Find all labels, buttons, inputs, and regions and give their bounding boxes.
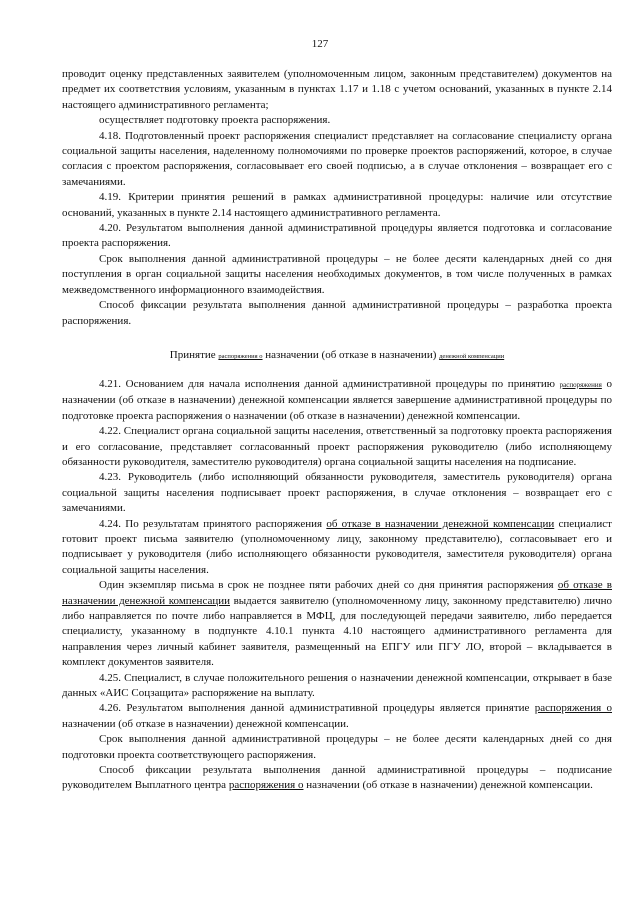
p428-a: Способ фиксации результата выполнения данной административной процедуры – подписание руководителем Выплатного центра (62, 764, 612, 792)
paragraph-term-a: Срок выполнения данной административной процедуры – не более десяти календарных дней со дня поступления в орган социальной защиты населения необходимых документов, в том числе полученных в рамках межведомственного информационного взаимодействия. (62, 252, 612, 296)
p426-a: 4.26. Результатом выполнения данной административной процедуры является принятие (99, 702, 530, 715)
paragraph-4-23: 4.23. Руководитель (либо исполняющий обязанности руководителя, заместитель руководителя) органа социальной защиты населения подписывает проект распоряжения, в случае отклонения – возвращает его с замечаниями. (62, 471, 612, 515)
p428-underline: распоряжения о (228, 779, 304, 792)
heading-mid: назначении (об отказе в назначении) (265, 348, 437, 361)
paragraph-4-25: 4.25. Специалист, в случае положительного решения о назначении денежной компенсации, открывает в базе данных «АИС Соцзащита» распоряжение на выплату. (62, 671, 612, 700)
paragraph-term-b: Срок выполнения данной административной процедуры – не более десяти календарных дней со дня подготовки проекта соответствующего распоряжения. (62, 733, 612, 761)
paragraph-4-24 (62, 517, 612, 579)
p421-b: о назначении (об отказе в назначении) денежной компенсации является завершение административной процедуры по подготовке проекта распоряжения о назначении (об отказе в назначении) денежной компенсации. (62, 377, 613, 422)
paragraph-4-26 (62, 701, 612, 732)
p424-underline: об отказе в назначении денежной компенсации (326, 517, 555, 530)
p424b-underline: об отказе в назначении денежной компенсации (62, 579, 612, 607)
p424-b: специалист готовит проект письма заявителю (уполномоченному лицу, законному представителю), согласовывает его и подписывает у руководителя (либо исполняющего обязанности руководителя, заместителя руководителя) органа социальной защиты населения. (62, 517, 612, 576)
heading-small-2: денежной компенсации (439, 352, 505, 360)
paragraph-4-20: 4.20. Результатом выполнения данной административной процедуры является подготовка и согласование проекта распоряжения. (62, 222, 612, 250)
document-body (62, 67, 612, 794)
heading-small-1: распоряжения о (218, 352, 263, 360)
heading-pre: Принятие (169, 348, 216, 361)
p424b-b: выдается заявителю (уполномоченному лицу, законному представителю) лично либо направляется по почте либо направляется в МФЦ, для последующей передачи заявителю, либо передается специалисту, указанному в подпункте 4.10.1 пункта 4.10 настоящего административного регламента для направления через личный кабинет заявителя, размещенный на ЕПГУ или ПГУ ЛО, второй – вкладывается в комплект документов заявителя. (62, 594, 613, 669)
paragraph-fixation-a: Способ фиксации результата выполнения данной административной процедуры – разработка проекта распоряжения. (62, 299, 612, 327)
p424-a: 4.24. По результатам принятого распоряжения (99, 517, 323, 530)
paragraph-4-22: 4.22. Специалист органа социальной защиты населения, ответственный за подготовку проекта распоряжения и его согласование, представляет согласованный проект распоряжения руководителю (либо исполняющему обязанности руководителя, заместителю руководителя) органа социальной защиты населения на подписание. (62, 425, 612, 468)
section-heading (62, 347, 612, 365)
paragraph-assessment: проводит оценку представленных заявителем (уполномоченным лицом, законным представителем) документов на предмет их соответствия условиям, указанным в пунктах 1.17 и 1.18 с учетом оснований, указанных в пункте 2.14 настоящего административного регламента; (62, 68, 612, 111)
paragraph-prepare-draft: осуществляет подготовку проекта распоряжения. (99, 114, 331, 127)
p421-small: распоряжения (559, 380, 602, 389)
paragraph-4-24-copy (62, 578, 612, 670)
p421-a: 4.21. Основанием для начала исполнения данной административной процедуры по принятию (99, 377, 555, 390)
p426-b: назначении (об отказе в назначении) денежной компенсации. (62, 717, 349, 730)
page-number: 127 (311, 38, 329, 50)
paragraph-4-19: 4.19. Критерии принятия решений в рамках административной процедуры: наличие или отсутствие оснований, указанных в пункте 2.14 настоящего административного регламента. (62, 191, 612, 219)
p426-underline: распоряжения о (534, 702, 612, 715)
p424b-a: Один экземпляр письма в срок не позднее пяти рабочих дней со дня принятия распоряжения (99, 579, 554, 592)
paragraph-4-21 (62, 377, 612, 424)
p428-b: назначении (об отказе в назначении) денежной компенсации. (306, 779, 593, 792)
paragraph-4-18: 4.18. Подготовленный проект распоряжения специалист представляет на согласование специалисту органа социальной защиты населения, наделенному полномочиями по проверке проектов распоряжений, которое, в случае согласия с проектом распоряжения, согласовывает его своей подписью, а в случае отклонения – возвращает его с замечаниями. (62, 129, 612, 188)
paragraph-fixation-b (62, 763, 612, 794)
